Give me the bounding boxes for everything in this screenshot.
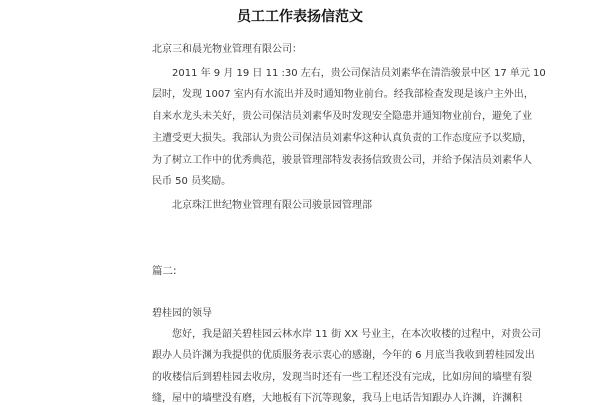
letter2-body-line: 跟办人员许渊为我提供的优质服务表示衷心的感谢，今年的 6 月底当我收到碧桂园发出 <box>152 350 535 361</box>
letter1-body-line: 为了树立工作中的优秀典范，骏景管理部特发表扬信致贵公司，并给予保洁员刘素华人 <box>152 155 532 166</box>
letter1-body-line: 主遭受更大损失。我部认为贵公司保洁员刘素华这种认真负责的工作态度应予以奖励， <box>152 133 532 144</box>
letter1-body-line: 层时，发现 1007 室内有水流出并及时通知物业前台。经我部检查发现是该户主外出， <box>152 89 534 100</box>
letter2-body-line: 缝，屋中的墙壁没有磨，大地板有下沉等现象，我马上电话告知跟办人许渊，许渊积 <box>152 393 522 404</box>
letter1-body-line: 2011 年 9 月 19 日 11 :30 左右，贵公司保洁员刘素华在清浩骏景中区 17 单元 10 <box>172 68 546 79</box>
document-title: 员工工作表扬信范文 <box>237 9 363 25</box>
letter1-body-line: 民币 50 员奖励。 <box>152 176 232 187</box>
letter1-body-line: 自来水龙头未关好，贵公司保洁员刘素华及时发现安全隐患并通知物业前台，避免了业 <box>152 111 532 122</box>
letter1-signature: 北京珠江世纪物业管理有限公司骏景园管理部 <box>172 200 372 211</box>
section-heading: 篇二: <box>152 265 177 277</box>
letter2-salutation: 碧桂园的领导 <box>152 308 212 319</box>
letter1-salutation: 北京三和晨光物业管理有限公司： <box>152 44 302 55</box>
letter2-body-line: 的收楼信后到碧桂园去收房，发现当时还有一些工程还没有完成，比如房间的墙壁有裂 <box>152 372 532 383</box>
letter2-body-line: 您好，我是韶关碧桂园云林水岸 11 街 XX 号业主，在本次收楼的过程中，对贵公司 <box>172 329 542 340</box>
